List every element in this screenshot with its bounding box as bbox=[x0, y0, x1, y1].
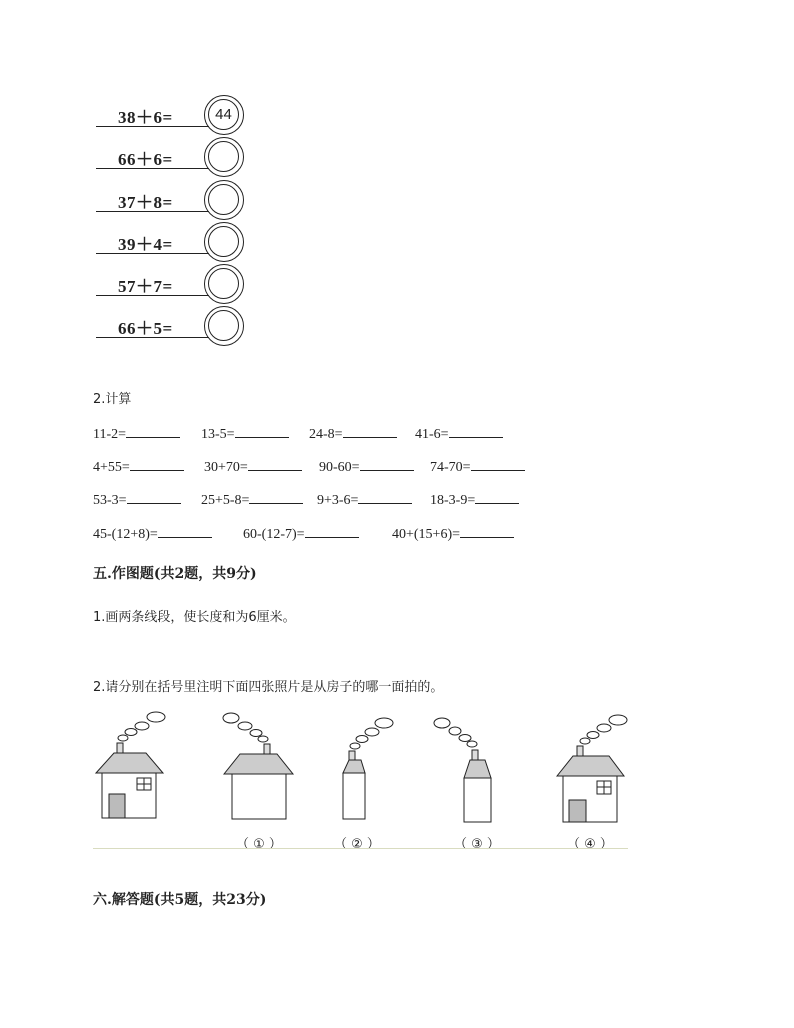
calc-expression: 25+5-8= bbox=[201, 493, 250, 508]
calc-expression: 74-70= bbox=[430, 460, 471, 475]
calc-item[interactable] bbox=[93, 425, 180, 443]
calc-expression: 11-2= bbox=[93, 427, 127, 442]
calc-item[interactable] bbox=[93, 491, 181, 509]
calc-expression: 45-(12+8)= bbox=[93, 527, 158, 542]
answer-ring-value bbox=[208, 184, 239, 215]
ring-problem-2 bbox=[96, 137, 256, 179]
answer-ring[interactable] bbox=[204, 137, 244, 177]
calc-expression: 30+70= bbox=[204, 460, 248, 475]
answer-line bbox=[96, 168, 209, 169]
photo-label-1[interactable]: （ ① ） bbox=[236, 837, 282, 852]
calc-item[interactable] bbox=[430, 491, 519, 509]
answer-blank[interactable] bbox=[249, 491, 303, 504]
calc-expression: 40+(15+6)= bbox=[392, 527, 461, 542]
photo-label-3[interactable]: （ ③ ） bbox=[454, 837, 500, 852]
house-back-view-icon bbox=[223, 713, 293, 819]
calc-item[interactable] bbox=[392, 525, 514, 543]
calc-expression: 90-60= bbox=[319, 460, 360, 475]
question-1: 1.画两条线段，使长度和为6厘米。 bbox=[93, 610, 296, 625]
answer-blank[interactable] bbox=[475, 491, 519, 504]
calc-item[interactable] bbox=[93, 458, 184, 476]
section-6-title: 六.解答题(共5题，共23分) bbox=[93, 892, 267, 908]
answer-ring[interactable] bbox=[204, 306, 244, 346]
answer-blank[interactable] bbox=[248, 458, 302, 471]
answer-line bbox=[96, 337, 209, 338]
calc-expression: 9+3-6= bbox=[317, 493, 359, 508]
answer-ring[interactable] bbox=[204, 222, 244, 262]
calc-item[interactable] bbox=[93, 525, 212, 543]
calc-item[interactable] bbox=[415, 425, 503, 443]
calc-item[interactable] bbox=[201, 491, 303, 509]
calc-item[interactable] bbox=[430, 458, 525, 476]
photo-label-4[interactable]: （ ④ ） bbox=[567, 837, 613, 852]
answer-blank[interactable] bbox=[126, 425, 180, 438]
answer-blank[interactable] bbox=[471, 458, 525, 471]
house-side-view-1-icon bbox=[343, 718, 393, 819]
answer-blank[interactable] bbox=[158, 525, 212, 538]
answer-ring-value bbox=[208, 268, 239, 299]
ring-expression: 38＋6= bbox=[118, 108, 173, 127]
answer-line bbox=[96, 211, 209, 212]
ground-line bbox=[93, 848, 628, 849]
calc-expression: 4+55= bbox=[93, 460, 130, 475]
section-5-title: 五.作图题(共2题，共9分) bbox=[93, 566, 257, 582]
answer-ring-value bbox=[208, 310, 239, 341]
ring-problem-6 bbox=[96, 306, 256, 348]
calc-expression: 53-3= bbox=[93, 493, 127, 508]
ring-problem-3 bbox=[96, 180, 256, 222]
answer-blank[interactable] bbox=[360, 458, 414, 471]
house-side-view-2-icon bbox=[434, 718, 491, 822]
ring-problem-4 bbox=[96, 222, 256, 264]
answer-blank[interactable] bbox=[305, 525, 359, 538]
house-photos bbox=[0, 706, 794, 846]
answer-blank[interactable] bbox=[235, 425, 289, 438]
calc-item[interactable] bbox=[204, 458, 302, 476]
ring-expression: 66＋6= bbox=[118, 150, 173, 169]
calc-item[interactable] bbox=[317, 491, 412, 509]
calc-expression: 60-(12-7)= bbox=[243, 527, 305, 542]
calc-item[interactable] bbox=[309, 425, 397, 443]
calc-expression: 24-8= bbox=[309, 427, 343, 442]
calc-item[interactable] bbox=[319, 458, 414, 476]
answer-line bbox=[96, 253, 209, 254]
answer-blank[interactable] bbox=[449, 425, 503, 438]
answer-blank[interactable] bbox=[358, 491, 412, 504]
photo-label-2[interactable]: （ ② ） bbox=[334, 837, 380, 852]
ring-expression: 37＋8= bbox=[118, 193, 173, 212]
ring-problem-1 bbox=[96, 95, 256, 137]
answer-ring[interactable] bbox=[204, 264, 244, 304]
calc-item[interactable] bbox=[243, 525, 359, 543]
ring-expression: 39＋4= bbox=[118, 235, 173, 254]
answer-line bbox=[96, 126, 209, 127]
answer-blank[interactable] bbox=[130, 458, 184, 471]
ring-expression: 57＋7= bbox=[118, 277, 173, 296]
calc-expression: 18-3-9= bbox=[430, 493, 476, 508]
answer-blank[interactable] bbox=[343, 425, 397, 438]
calc-expression: 13-5= bbox=[201, 427, 235, 442]
answer-line bbox=[96, 295, 209, 296]
answer-ring-value bbox=[208, 226, 239, 257]
ring-problem-5 bbox=[96, 264, 256, 306]
answer-blank[interactable] bbox=[127, 491, 181, 504]
answer-ring[interactable] bbox=[204, 95, 244, 135]
question-2: 2.请分别在括号里注明下面四张照片是从房子的哪一面拍的。 bbox=[93, 680, 444, 695]
house-front-view-icon bbox=[96, 712, 165, 818]
house-front-view-2-icon bbox=[557, 715, 627, 822]
calc-heading: 2.计算 bbox=[93, 392, 132, 407]
answer-blank[interactable] bbox=[460, 525, 514, 538]
answer-ring-value: 44 bbox=[208, 99, 239, 130]
calc-expression: 41-6= bbox=[415, 427, 449, 442]
answer-ring-value bbox=[208, 141, 239, 172]
answer-ring[interactable] bbox=[204, 180, 244, 220]
calc-item[interactable] bbox=[201, 425, 289, 443]
ring-expression: 66＋5= bbox=[118, 319, 173, 338]
